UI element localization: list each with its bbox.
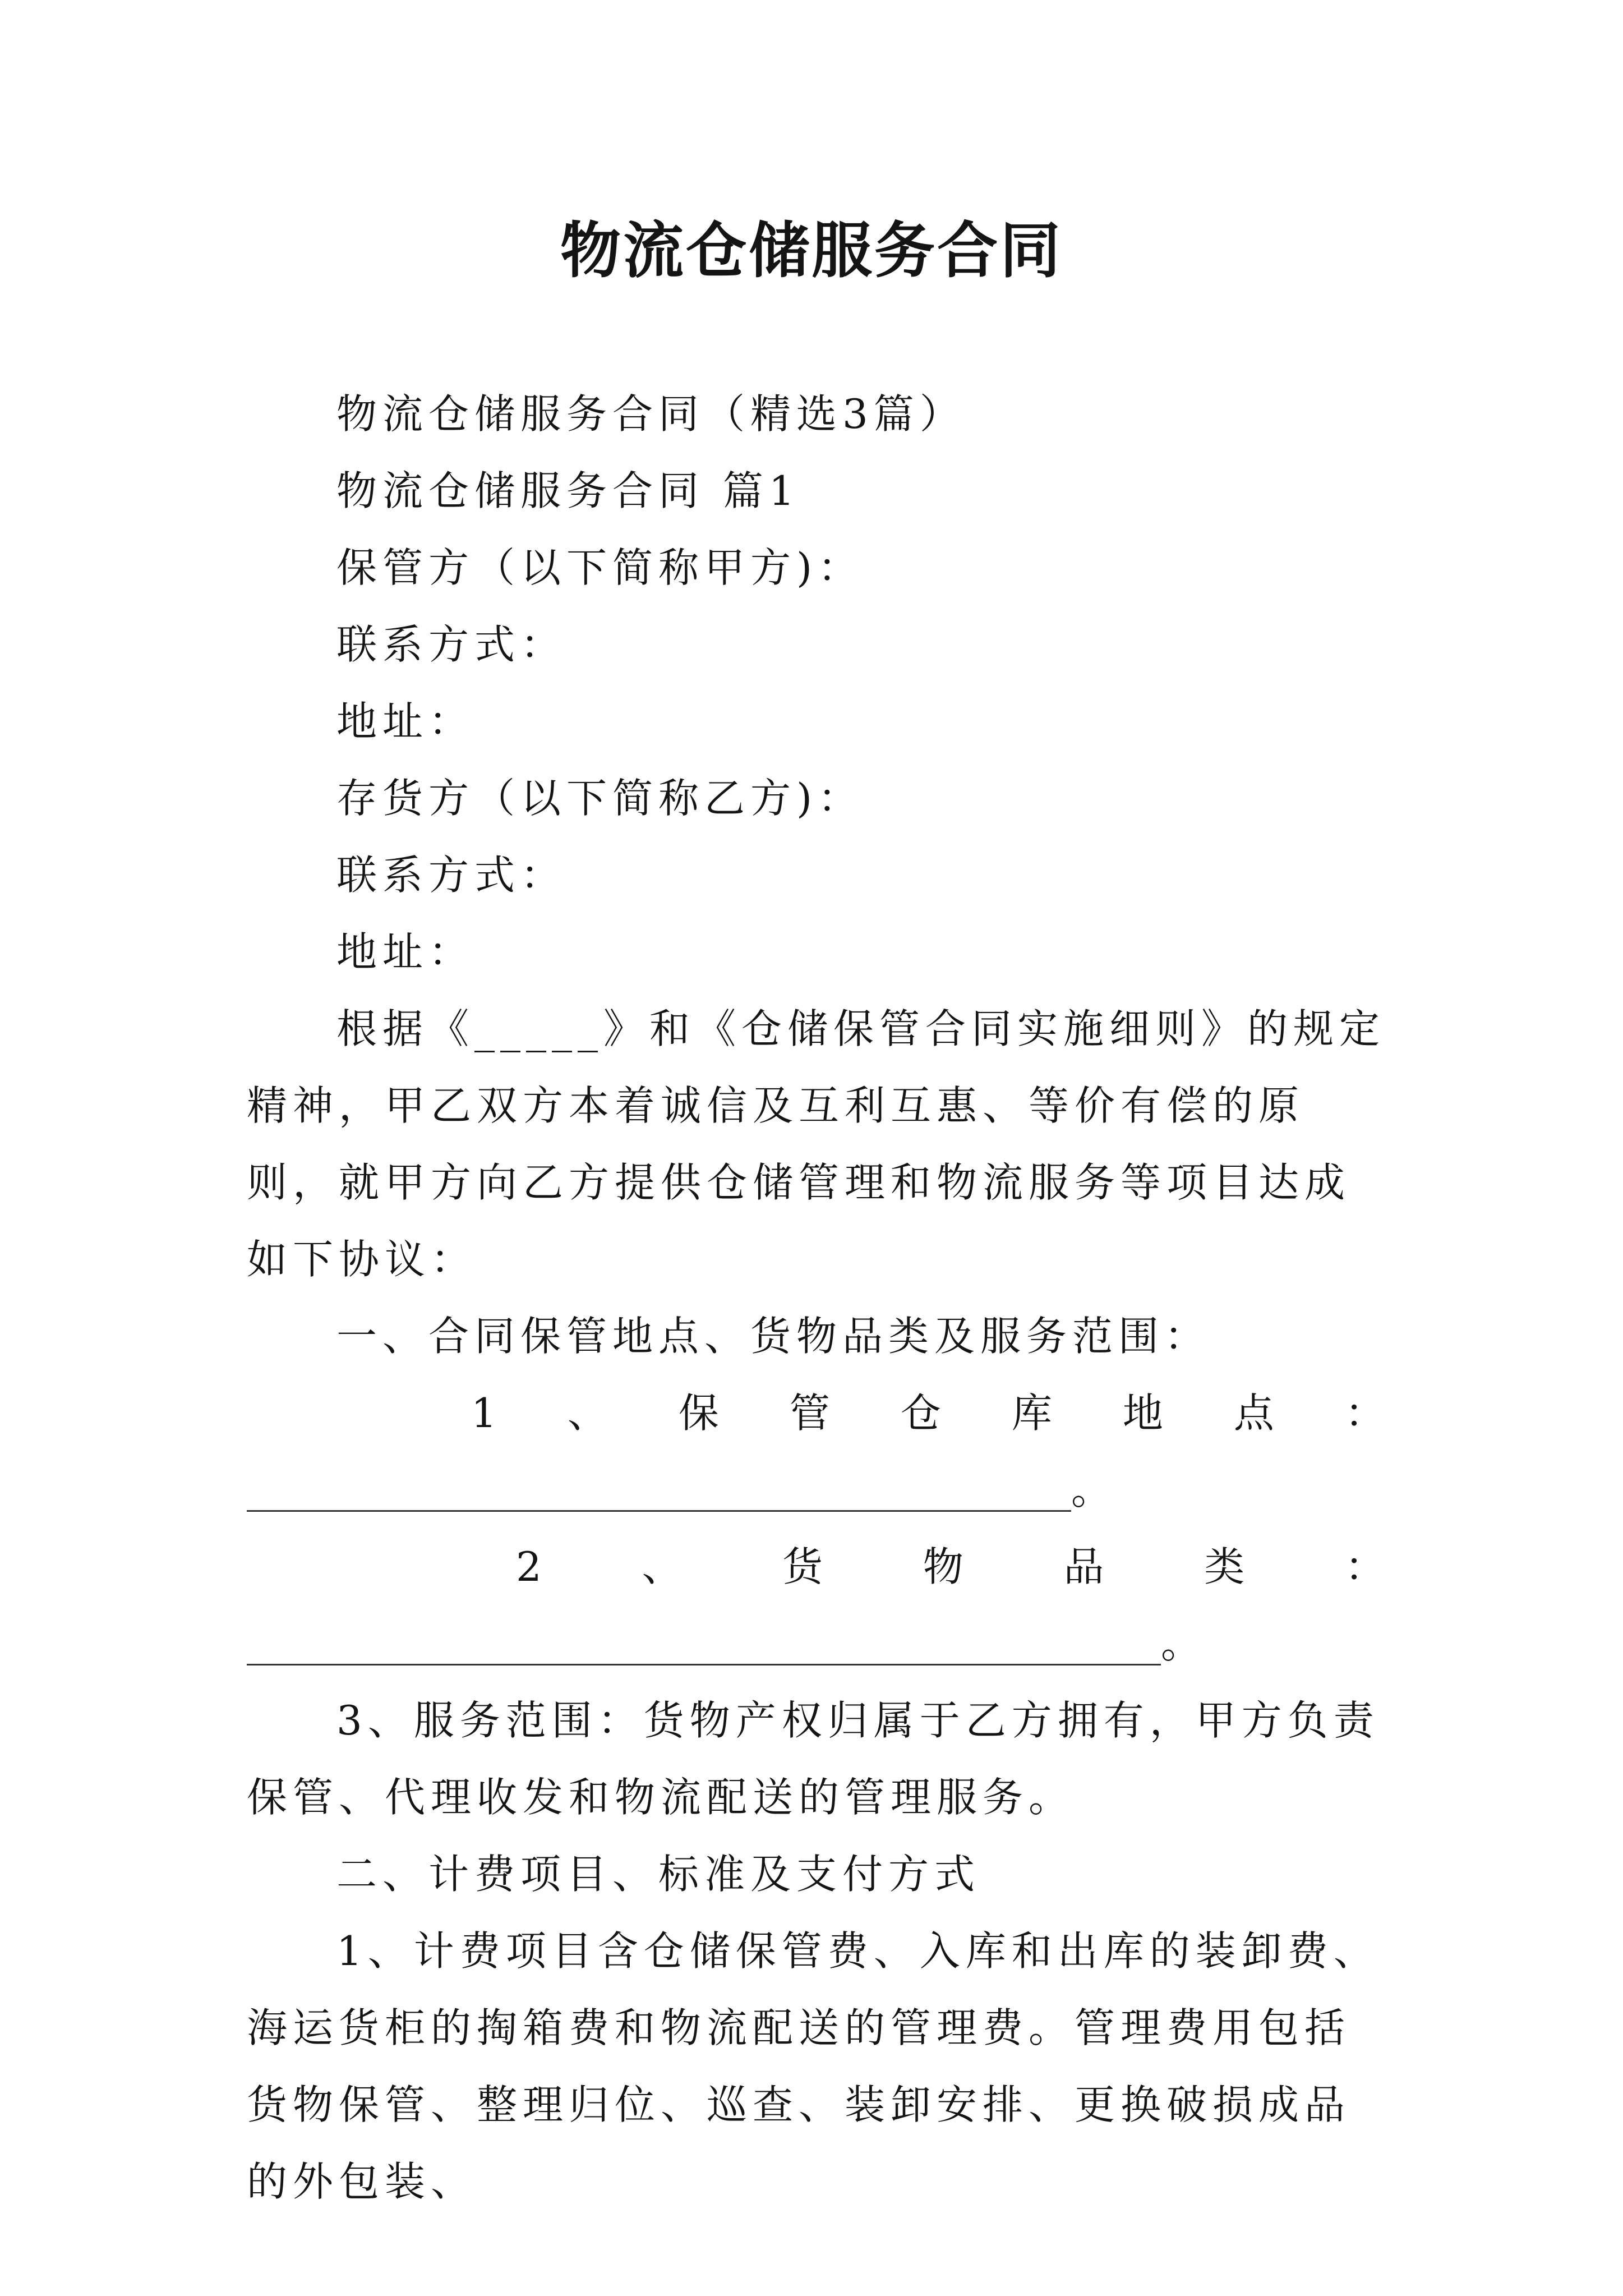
item-2-underline <box>247 1630 1161 1665</box>
fee-item-1: 1、计费项目含仓储保管费、入库和出库的装卸费、海运货柜的掏箱费和物流配送的管理费。管理费用包括货物保管、整理归位、巡查、装卸安排、更换破损成品的外包装、 <box>247 1927 1380 2205</box>
section-1-heading: 一、合同保管地点、货物品类及服务范围： <box>336 1313 1211 1360</box>
item-3-service-scope: 3、服务范围：货物产权归属于乙方拥有，甲方负责保管、代理收发和物流配送的管理服务。 <box>247 1697 1380 1821</box>
item-2-char: 2 <box>516 1543 547 1590</box>
item-1-char: 地 <box>1122 1389 1169 1437</box>
basis-text: 》和《仓储保管合同实施细则》的规定精神，甲乙双方本着诚信及互利互惠、等价有偿的原则，就甲方向乙方提供仓储管理和物流服务等项目达成如下协议： <box>247 1005 1386 1283</box>
basis-prefix: 根据《 <box>336 1005 475 1052</box>
party-a-contact: 联系方式： <box>336 621 567 668</box>
item-1-period: 。 <box>1071 1466 1118 1513</box>
item-2-period: 。 <box>1161 1620 1207 1667</box>
item-1-char: 、 <box>567 1389 614 1437</box>
document-title: 物流仓储服务合同 <box>560 215 1063 286</box>
item-2-char: 货 <box>782 1543 829 1590</box>
party-a-address: 地址： <box>336 698 475 745</box>
item-1-char: 仓 <box>900 1389 947 1437</box>
item-2-char: 类 <box>1204 1543 1251 1590</box>
item-1-char: ： <box>1344 1389 1391 1437</box>
party-a-line: 保管方（以下简称甲方)： <box>336 544 864 591</box>
part-heading: 物流仓储服务合同 篇1 <box>336 467 800 514</box>
item-1-underline <box>247 1476 1071 1512</box>
party-b-address: 地址： <box>336 928 475 976</box>
item-2-char: 品 <box>1063 1543 1110 1590</box>
section-2-heading: 二、计费项目、标准及支付方式 <box>336 1851 981 1898</box>
document-body <box>247 376 1391 2220</box>
item-2-goods-category <box>247 1529 1391 1605</box>
item-1-char: 保 <box>678 1389 725 1437</box>
party-b-line: 存货方（以下简称乙方)： <box>336 775 864 822</box>
item-1-warehouse-location <box>247 1375 1391 1452</box>
item-2-char: ： <box>1344 1543 1391 1590</box>
basis-blank: _____ <box>474 1005 604 1052</box>
item-2-blank-line <box>247 1605 1391 1682</box>
party-b-contact: 联系方式： <box>336 852 567 899</box>
item-1-char: 点 <box>1233 1389 1280 1437</box>
item-2-char: 、 <box>642 1543 688 1590</box>
basis-paragraph <box>247 991 1391 1298</box>
item-1-char: 管 <box>789 1389 836 1437</box>
item-1-char: 库 <box>1011 1389 1058 1437</box>
item-1-blank-line <box>247 1452 1391 1529</box>
item-2-char: 物 <box>923 1543 969 1590</box>
item-1-char: 1 <box>471 1389 502 1437</box>
subtitle-line: 物流仓储服务合同（精选3篇） <box>336 390 966 438</box>
